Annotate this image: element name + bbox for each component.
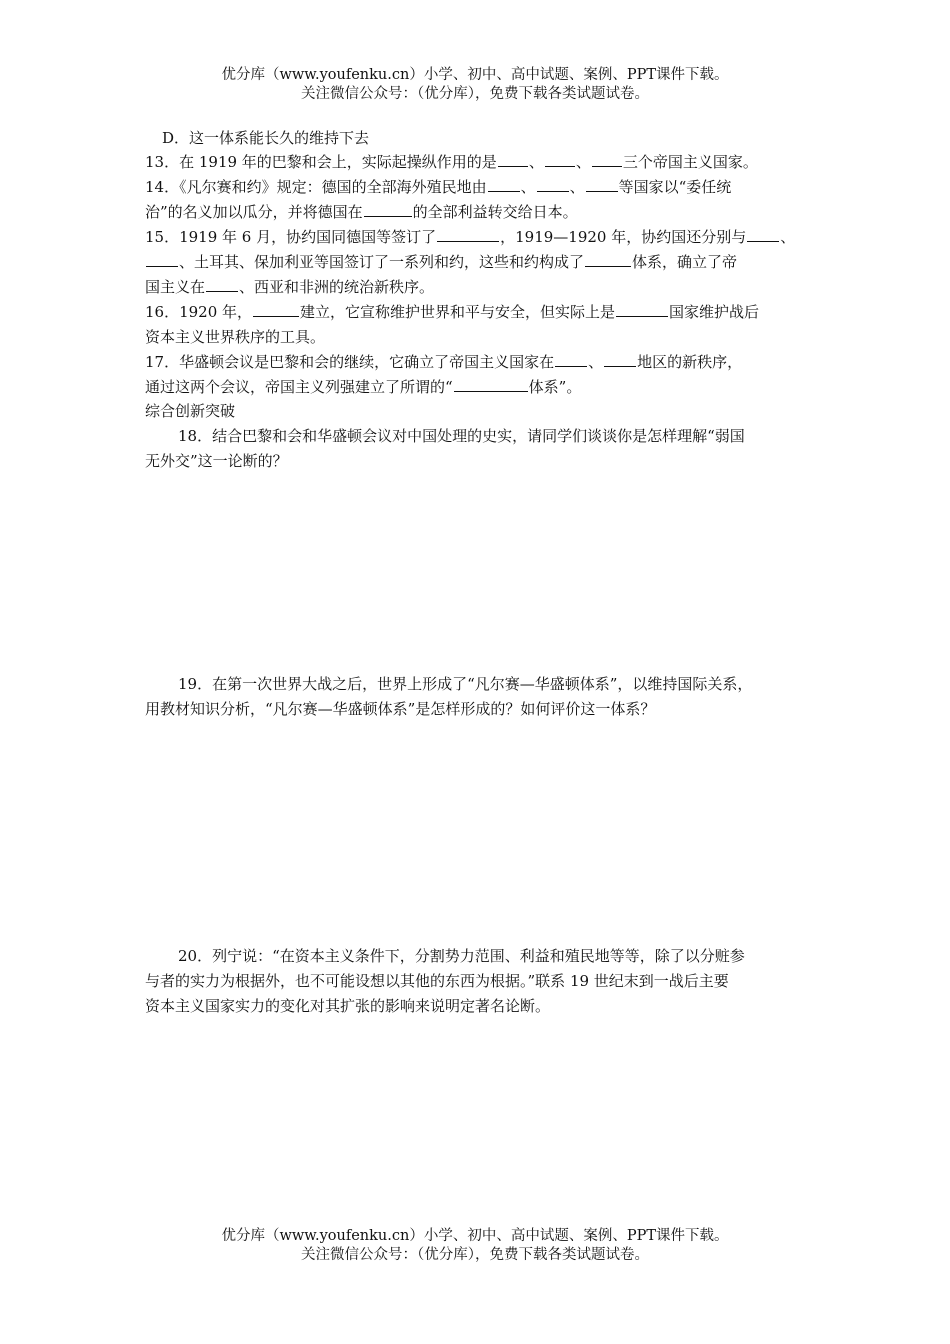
blank (604, 352, 636, 367)
blank (747, 227, 779, 242)
question-18-line-2: 无外交”这一论断的？ (145, 452, 288, 470)
question-15-line-2: 、土耳其、保加利亚等国签订了一系列和约，这些和约构成了 体系，确立了帝 (145, 251, 737, 273)
question-14-line-2: 治”的名义加以瓜分，并将德国在 的全部利益转交给日本。 (145, 203, 578, 221)
footer-line-2: 关注微信公众号：（优分库），免费下载各类试题试卷。 (301, 1247, 649, 1263)
question-17-line-1: 17．华盛顿会议是巴黎和会的继续，它确立了帝国主义国家在 、 地区的新秩序， (145, 353, 743, 371)
page-header (0, 66, 950, 104)
blank (488, 177, 520, 192)
blank (616, 302, 668, 317)
question-19-line-1: 19．在第一次世界大战之后，世界上形成了“凡尔赛—华盛顿体系”，以维持国际关系， (178, 675, 753, 693)
question-20-line-1: 20．列宁说：“在资本主义条件下，分割势力范围、利益和殖民地等等，除了以分赃参 (178, 947, 745, 965)
blank (454, 377, 528, 392)
footer-line-1: 优分库（www.youfenku.cn）小学、初中、高中试题、案例、PPT课件下载。 (221, 1228, 729, 1244)
blank (555, 352, 587, 367)
question-20-line-3: 资本主义国家实力的变化对其扩张的影响来说明定著名论断。 (145, 997, 551, 1015)
blank (545, 152, 575, 167)
question-14-line-1: 14．《凡尔赛和约》规定：德国的全部海外殖民地由 、 、 等国家以“委任统 (145, 178, 732, 196)
question-16-line-1: 16．1920 年， 建立，它宣称维护世界和平与安全，但实际上是 国家维护战后 (145, 303, 760, 321)
blank (437, 227, 499, 242)
question-15-line-3: 国主义在 、西亚和非洲的统治新秩序。 (145, 278, 435, 296)
option-d: D．这一体系能长久的维持下去 (162, 129, 370, 147)
page-footer (0, 1227, 950, 1265)
header-line-2: 关注微信公众号：（优分库），免费下载各类试题试卷。 (301, 86, 649, 102)
question-20-line-2: 与者的实力为根据外，也不可能设想以其他的东西为根据。”联系 19 世纪末到一战后主要 (145, 972, 729, 990)
question-13: 13．在 1919 年的巴黎和会上，实际起操纵作用的是 、 、 三个帝国主义国家。 (145, 153, 758, 171)
blank (253, 302, 299, 317)
question-18-line-1: 18．结合巴黎和会和华盛顿会议对中国处理的史实，请同学们谈谈你是怎样理解“弱国 (178, 427, 745, 445)
blank (585, 252, 631, 267)
blank (586, 177, 618, 192)
header-line-1: 优分库（www.youfenku.cn）小学、初中、高中试题、案例、PPT课件下载。 (221, 67, 729, 83)
blank (206, 277, 238, 292)
question-19-line-2: 用教材知识分析，“凡尔赛—华盛顿体系”是怎样形成的？如何评价这一体系？ (145, 700, 656, 718)
question-15-line-1: 15．1919 年 6 月，协约国同德国等签订了 ，1919—1920 年，协约国还分别与 、 (145, 228, 796, 246)
section-title: 综合创新突破 (145, 402, 236, 420)
blank (364, 202, 412, 217)
blank (592, 152, 622, 167)
blank (498, 152, 528, 167)
blank (537, 177, 569, 192)
question-17-line-2: 通过这两个会议，帝国主义列强建立了所谓的“ 体系”。 (145, 378, 582, 396)
blank (146, 252, 178, 267)
question-16-line-2: 资本主义世界秩序的工具。 (145, 328, 326, 346)
